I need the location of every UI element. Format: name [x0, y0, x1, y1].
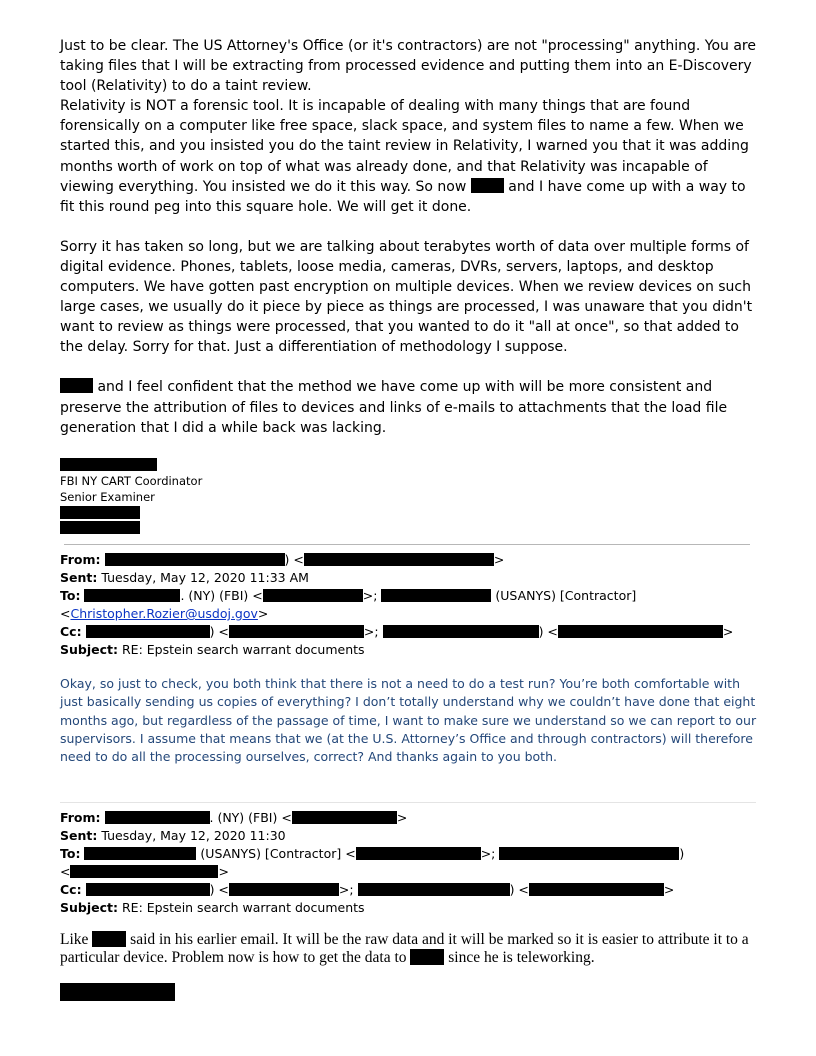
redaction-bar — [229, 625, 364, 638]
redaction-bar — [381, 589, 491, 602]
redaction-bar — [410, 949, 444, 965]
redaction-bar — [304, 553, 494, 566]
redaction-bar — [86, 625, 210, 638]
email-link[interactable]: Christopher.Rozier@usdoj.gov — [70, 606, 258, 622]
redaction-bar — [60, 458, 157, 471]
paragraph-3: Sorry it has taken so long, but we are talking about terabytes worth of data over multiple forms of digital evidence. Phones, tablets, loose media, cameras, DVRs, servers, laptops, and desktop computers. We have gotten past encryption on multiple devices. When we review devices on such large cases, we usually do it piece by piece as things are processed, I was unaware that you didn't want to review as things were processed, that you wanted to do it "all at once", so that added to the delay. Sorry for that. Just a differentiation of methodology I suppose. — [60, 238, 753, 356]
redaction-bar — [263, 589, 363, 602]
to-line: To: . (NY) (FBI) < >; (USANYS) [Contractor] — [60, 588, 637, 604]
redaction-bar — [60, 521, 140, 534]
redaction-bar — [92, 931, 126, 947]
email-1-body: Okay, so just to check, you both think that there is not a need to do a test run? You’re both comfortable with just basically sending us copies of everything? I don’t totally understand why we couldn’t have done that eight months ago, but regardless of the passage of time, I want to make sure we understand so we can report to our supervisors. I assume that means that we (at the U.S. Attorney’s Office and through contractors) will therefore need to do all the processing ourselves, correct? And thanks again to you both. — [60, 676, 757, 764]
signature-block — [60, 458, 760, 534]
signature-title: FBI NY CART Coordinator — [60, 473, 203, 488]
to-line-2: < > — [60, 864, 229, 880]
redaction-bar — [358, 883, 510, 896]
signature-role: Senior Examiner — [60, 489, 155, 504]
redaction-bar — [105, 553, 285, 566]
redaction-bar — [60, 378, 93, 393]
redaction-bar — [229, 883, 339, 896]
cc-line: Cc: ) < >; ) < > — [60, 882, 675, 898]
redaction-bar — [60, 983, 175, 1001]
email-separator — [60, 802, 756, 803]
redaction-bar — [84, 589, 180, 602]
cc-line: Cc: ) < >; ) < > — [60, 624, 734, 640]
from-line: From: ) < > — [60, 552, 505, 568]
redaction-bar — [84, 847, 196, 860]
paragraph-4: and I feel confident that the method we have come up with will be more consistent and preserve the attribution of files to devices and links of e-mails to attachments that the load file generation that I did a while back was lacking. — [60, 379, 728, 436]
email-document — [60, 36, 760, 1001]
from-line: From: . (NY) (FBI) < > — [60, 810, 408, 826]
sent-line: Sent: Tuesday, May 12, 2020 11:33 AM — [60, 570, 309, 586]
redaction-bar — [499, 847, 679, 860]
redaction-bar — [60, 506, 140, 519]
redaction-bar — [529, 883, 664, 896]
email-header-2 — [60, 809, 760, 917]
redaction-bar — [558, 625, 723, 638]
email-header-1 — [60, 551, 760, 659]
redaction-bar — [70, 865, 218, 878]
paragraph-1: Just to be clear. The US Attorney's Office (or it's contractors) are not "processing" anything. You are taking files that I will be extracting from processed evidence and putting them into an E-Discovery tool (Relativity) to do a taint review. — [60, 38, 756, 95]
reply-body — [60, 36, 760, 438]
to-line-2: <Christopher.Rozier@usdoj.gov> — [60, 606, 269, 622]
paragraph-2: Relativity is NOT a forensic tool. It is incapable of dealing with many things that are found forensically on a computer like free space, slack space, and system files to name a few. When we started this, and you insisted you do the taint review in Relativity, I warned you that it was adding months worth of work on top of what was already done, and that Relativity was incapable of viewing everything. You insisted we do it this way. So now and I have come up with a way to fit this round peg into this square hole. We will get it done. — [60, 98, 749, 215]
to-line: To: (USANYS) [Contractor] < >; ) — [60, 846, 685, 862]
redaction-bar — [105, 811, 210, 824]
redaction-bar — [471, 178, 504, 193]
email-separator — [64, 544, 750, 545]
sent-line: Sent: Tuesday, May 12, 2020 11:30 — [60, 828, 286, 844]
redaction-bar — [292, 811, 397, 824]
redaction-bar — [86, 883, 210, 896]
redaction-bar — [356, 847, 481, 860]
subject-line: Subject: RE: Epstein search warrant documents — [60, 642, 365, 658]
redaction-bar — [383, 625, 539, 638]
email-2-body: Like said in his earlier email. It will be the raw data and it will be marked so it is easier to attribute it to a particular device. Problem now is how to get the data to since he is teleworking. — [60, 931, 749, 967]
subject-line: Subject: RE: Epstein search warrant documents — [60, 900, 365, 916]
